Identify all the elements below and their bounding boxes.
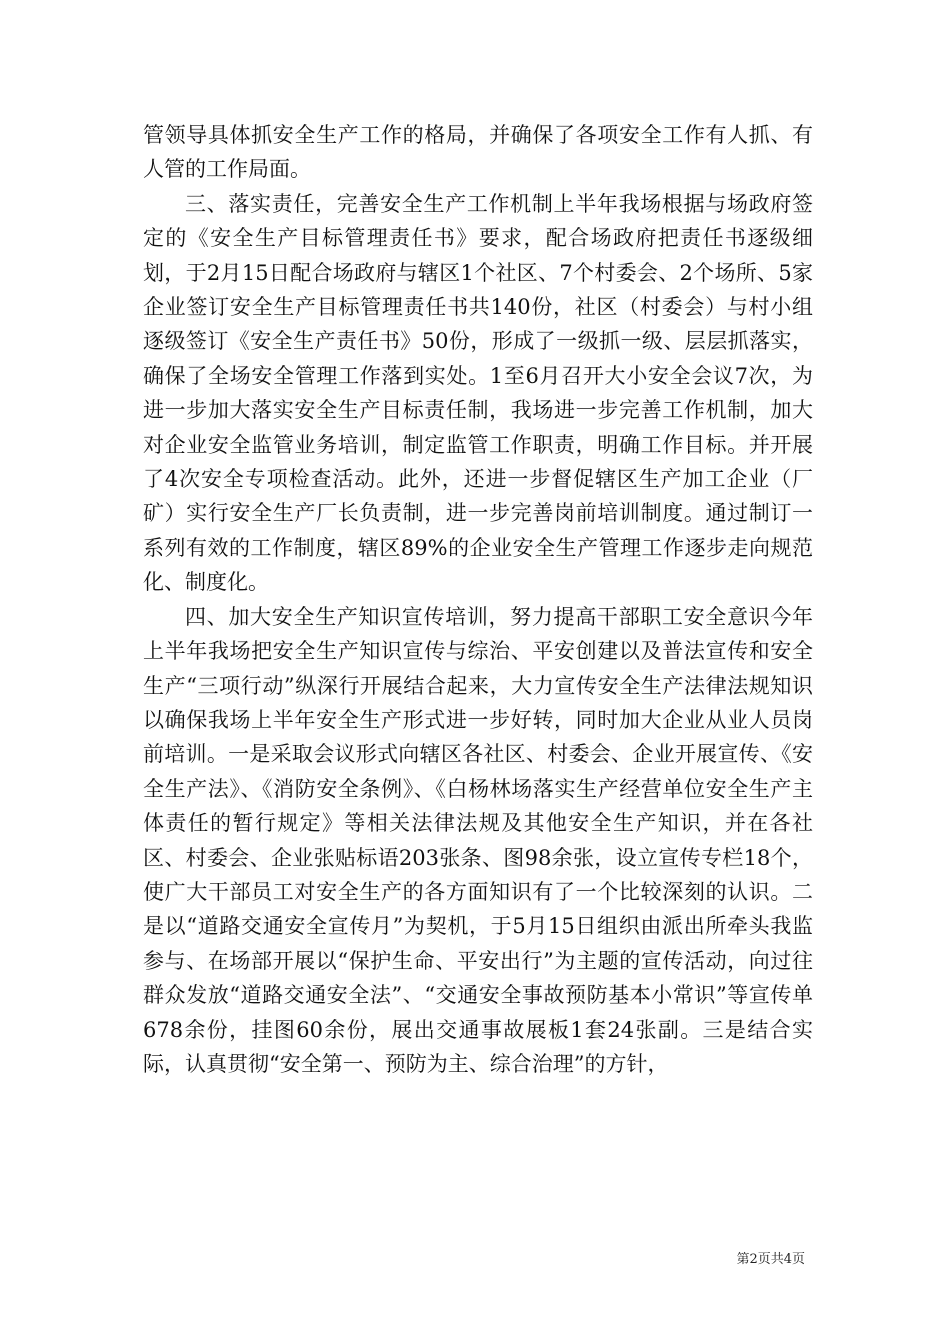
document-body: [143, 118, 813, 1081]
paragraph-section-three: 三、落实责任，完善安全生产工作机制上半年我场根据与场政府签定的《安全生产目标管理责任书》要求，配合场政府把责任书逐级细划，于2月15日配合场政府与辖区1个社区、7个村委会、2个场所、5家企业签订安全生产目标管理责任书共140份，社区（村委会）与村小组逐级签订《安全生产责任书》50份，形成了一级抓一级、层层抓落实，确保了全场安全管理工作落到实处。1至6月召开大小安全会议7次，为进一步加大落实安全生产目标责任制，我场进一步完善工作机制，加大对企业安全监管业务培训，制定监管工作职责，明确工作目标。并开展了4次安全专项检查活动。此外，还进一步督促辖区生产加工企业（厂矿）实行安全生产厂长负责制，进一步完善岗前培训制度。通过制订一系列有效的工作制度，辖区89%的企业安全生产管理工作逐步走向规范化、制度化。: [143, 191, 813, 595]
paragraph-continuation: 管领导具体抓安全生产工作的格局，并确保了各项安全工作有人抓、有人管的工作局面。: [143, 123, 813, 182]
paragraph-section-four: 四、加大安全生产知识宣传培训，努力提高干部职工安全意识今年上半年我场把安全生产知识宣传与综治、平安创建以及普法宣传和安全生产“三项行动”纵深行开展结合起来，大力宣传安全生产法律法规知识以确保我场上半年安全生产形式进一步好转，同时加大企业从业人员岗前培训。一是采取会议形式向辖区各社区、村委会、企业开展宣传、《安全生产法》、《消防安全条例》、《白杨林场落实生产经营单位安全生产主体责任的暂行规定》等相关法律法规及其他安全生产知识，并在各社区、村委会、企业张贴标语203张条、图98余张，设立宣传专栏18个，使广大干部员工对安全生产的各方面知识有了一个比较深刻的认识。二是以“道路交通安全宣传月”为契机，于5月15日组织由派出所牵头我监参与、在场部开展以“保护生命、平安出行”为主题的宣传活动，向过往群众发放“道路交通安全法”、“交通安全事故预防基本小常识”等宣传单678余份，挂图60余份，展出交通事故展板1套24张副。三是结合实际，认真贯彻“安全第一、预防为主、综合治理”的方针，: [143, 604, 813, 1076]
page-number-footer: 第2页共4页: [736, 1252, 805, 1267]
